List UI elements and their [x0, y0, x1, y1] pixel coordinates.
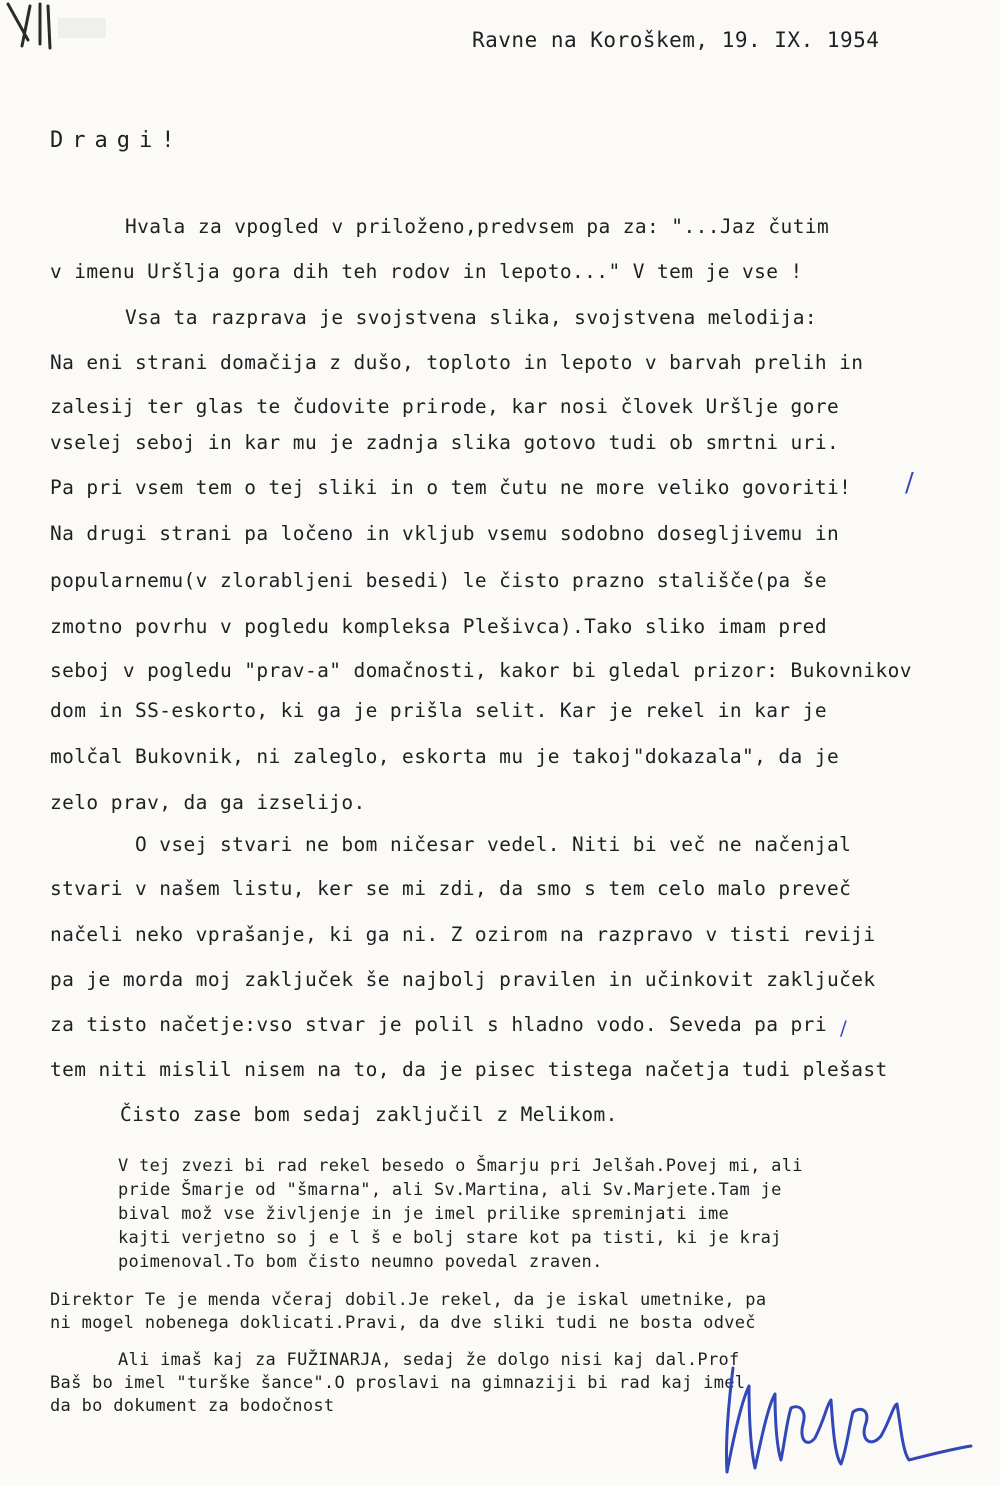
letter-line: seboj v pogledu "prav-a" domačnosti, kakor bi gledal prizor: Bukovnikov	[50, 659, 912, 682]
letter-line-small: Baš bo imel "turške šance".O proslavi na gimnaziji bi rad kaj imel	[50, 1373, 746, 1393]
letter-line: stvari v našem listu, ker se mi zdi, da smo s tem celo malo preveč	[50, 877, 852, 900]
letter-line-small: Ali imaš kaj za FUŽINARJA, sedaj že dolgo nisi kaj dal.Prof	[118, 1350, 740, 1370]
letter-line: Pa pri vsem tem o tej sliki in o tem čutu ne more veliko govoriti!	[50, 476, 852, 499]
letter-line: pa je morda moj zaključek še najbolj pravilen in učinkovit zaključek	[50, 968, 876, 991]
letter-line: v imenu Uršlja gora dih teh rodov in lepoto..." V tem je vse !	[50, 260, 803, 283]
letter-line: tem niti mislil nisem na to, da je pisec tistega načetja tudi plešast	[50, 1058, 888, 1081]
letter-line: načeli neko vprašanje, ki ga ni. Z ozirom na razpravo v tisti reviji	[50, 923, 876, 946]
archive-stamp-mark	[0, 0, 110, 60]
letter-line: molčal Bukovnik, ni zaleglo, eskorta mu je takoj"dokazala", da je	[50, 745, 840, 768]
pen-correction-mark: /	[840, 1016, 847, 1040]
letter-line: Na eni strani domačija z dušo, toploto in lepoto v barvah prelih in	[50, 351, 864, 374]
handwritten-signature	[715, 1360, 975, 1480]
letter-line: vselej seboj in kar mu je zadnja slika gotovo tudi ob smrtni uri.	[50, 431, 840, 454]
letter-line-small: kajti verjetno so j e l š e bolj stare kot pa tisti, ki je kraj	[118, 1228, 782, 1248]
letter-line-small: ni mogel nobenega doklicati.Pravi, da dve sliki tudi ne bosta odveč	[50, 1313, 756, 1333]
letter-line: zelo prav, da ga izselijo.	[50, 791, 366, 814]
letter-line-small: poimenoval.To bom čisto neumno povedal zraven.	[118, 1252, 603, 1272]
letter-line-small: V tej zvezi bi rad rekel besedo o Šmarju pri Jelšah.Povej mi, ali	[118, 1156, 803, 1176]
letter-line: za tisto načetje:vso stvar je polil s hladno vodo. Seveda pa pri	[50, 1013, 827, 1036]
letter-line: zmotno povrhu v pogledu kompleksa Plešivca).Tako sliko imam pred	[50, 615, 827, 638]
salutation: Dragi!	[50, 128, 184, 153]
letter-line: Na drugi strani pa ločeno in vkljub vsemu sodobno dosegljivemu in	[50, 522, 840, 545]
letter-line-small: Direktor Te je menda včeraj dobil.Je rekel, da je iskal umetnike, pa	[50, 1290, 767, 1310]
date-line: Ravne na Koroškem, 19. IX. 1954	[472, 28, 880, 52]
letter-line: dom in SS-eskorto, ki ga je prišla selit. Kar je rekel in kar je	[50, 699, 827, 722]
letter-line-small: bival mož vse življenje in je imel prilike spreminjati ime	[118, 1204, 730, 1224]
letter-line: Vsa ta razprava je svojstvena slika, svojstvena melodija:	[125, 306, 817, 329]
letter-line: Hvala za vpogled v priloženo,predvsem pa za: "...Jaz čutim	[125, 215, 830, 238]
letter-line-small: pride Šmarje od "šmarna", ali Sv.Martina, ali Sv.Marjete.Tam je	[118, 1180, 782, 1200]
letter-line: Čisto zase bom sedaj zaključil z Melikom.	[120, 1103, 618, 1126]
letter-line-small: da bo dokument za bodočnost	[50, 1396, 335, 1416]
letter-line: zalesij ter glas te čudovite prirode, kar nosi človek Uršlje gore	[50, 395, 840, 418]
pen-correction-mark: /	[905, 468, 914, 498]
letter-line: O vsej stvari ne bom ničesar vedel. Niti bi več ne načenjal	[135, 833, 852, 856]
letter-line: popularnemu(v zlorabljeni besedi) le čisto prazno stališče(pa še	[50, 569, 827, 592]
